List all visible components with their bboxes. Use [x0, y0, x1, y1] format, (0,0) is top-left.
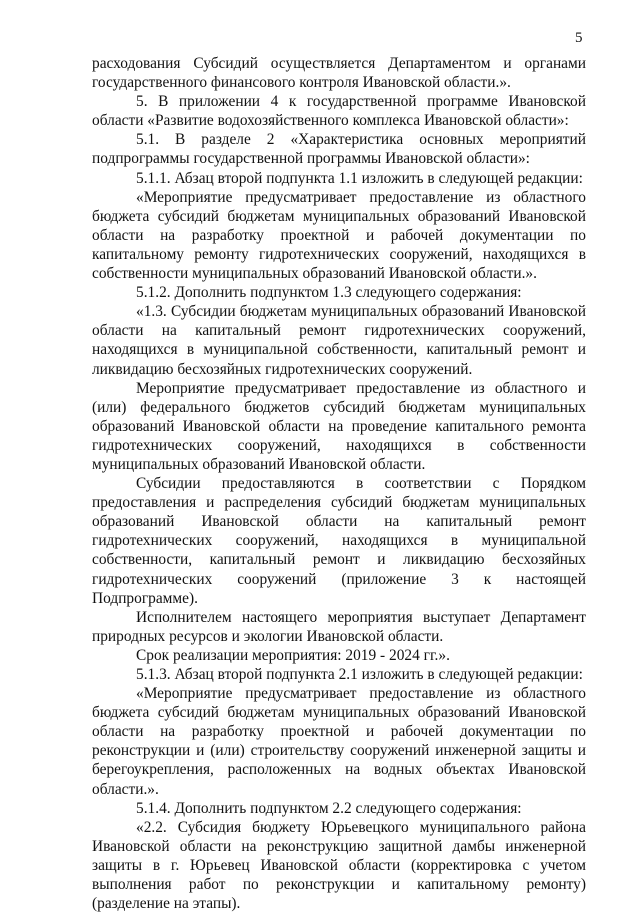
paragraph: 5.1.3. Абзац второй подпункта 2.1 изложить в следующей редакции:	[136, 666, 583, 683]
paragraph: расходования Субсидий осуществляется Департаментом и органами государственного финансового контроля Ивановской области.».	[92, 55, 586, 92]
paragraph: 5.1. В разделе 2 «Характеристика основных мероприятий подпрограммы государственной программы Ивановской области»:	[92, 131, 586, 168]
paragraph: Срок реализации мероприятия: 2019 - 2024 гг.».	[136, 646, 450, 664]
paragraph: 5.1.4. Дополнить подпунктом 2.2 следующего содержания:	[136, 799, 522, 817]
paragraph: 5.1.1. Абзац второй подпункта 1.1 изложить в следующей редакции:	[136, 169, 583, 187]
paragraph: Мероприятие предусматривает предоставление из областного и (или) федерального бюджетов субсидий бюджетам муниципальных образований Ивановской области на проведение капитального ремонта гидротехнических сооружений, находящихся в собственности муниципальных образований Ивановской области.	[92, 379, 586, 473]
paragraph: «Мероприятие предусматривает предоставление из областного бюджета субсидий бюджетам муниципальных образований Ивановской области на разработку проектной и рабочей документации по реконструкции и (или) строительству сооружений инженерной защиты и берегоукрепления, расположенных на водных объектах Ивановской области.».	[92, 685, 586, 798]
paragraph: «2.2. Субсидия бюджету Юрьевецкого муниципального района Ивановской области на реконструкцию защитной дамбы инженерной защиты в г. Юрьевец Ивановской области (корректировка с учетом выполнения работ по реконструкции и капитальному ремонту) (разделение на этапы).	[92, 818, 586, 913]
paragraph: Исполнителем настоящего мероприятия выступает Департамент природных ресурсов и экологии Ивановской области.	[92, 608, 586, 645]
paragraph: «1.3. Субсидии бюджетам муниципальных образований Ивановской области на капитальный ремонт гидротехнических сооружений, находящихся в муниципальной собственности, капитальный ремонт и ликвидацию бесхозяйных гидротехнических сооружений.	[92, 303, 586, 378]
paragraph: 5. В приложении 4 к государственной программе Ивановской области «Развитие водохозяйственного комплекса Ивановской области»:	[92, 93, 586, 130]
page-number: 5	[575, 30, 583, 46]
paragraph: «Мероприятие предусматривает предоставление из областного бюджета субсидий бюджетам муниципальных образований Ивановской области на разработку проектной и рабочей документации по капитальному ремонту гидротехнических сооружений, находящихся в собственности муниципальных образований Ивановской области.».	[92, 188, 586, 283]
document-body	[92, 54, 586, 913]
paragraph: 5.1.2. Дополнить подпунктом 1.3 следующего содержания:	[136, 284, 522, 302]
paragraph: Субсидии предоставляются в соответствии с Порядком предоставления и распределения субсидий бюджетам муниципальных образований Ивановской области на капитальный ремонт гидротехнических сооружений, находящихся в муниципальной собственности, капитальный ремонт и ликвидацию бесхозяйных гидротехнических сооружений (приложение 3 к настоящей Подпрограмме).	[92, 475, 586, 607]
